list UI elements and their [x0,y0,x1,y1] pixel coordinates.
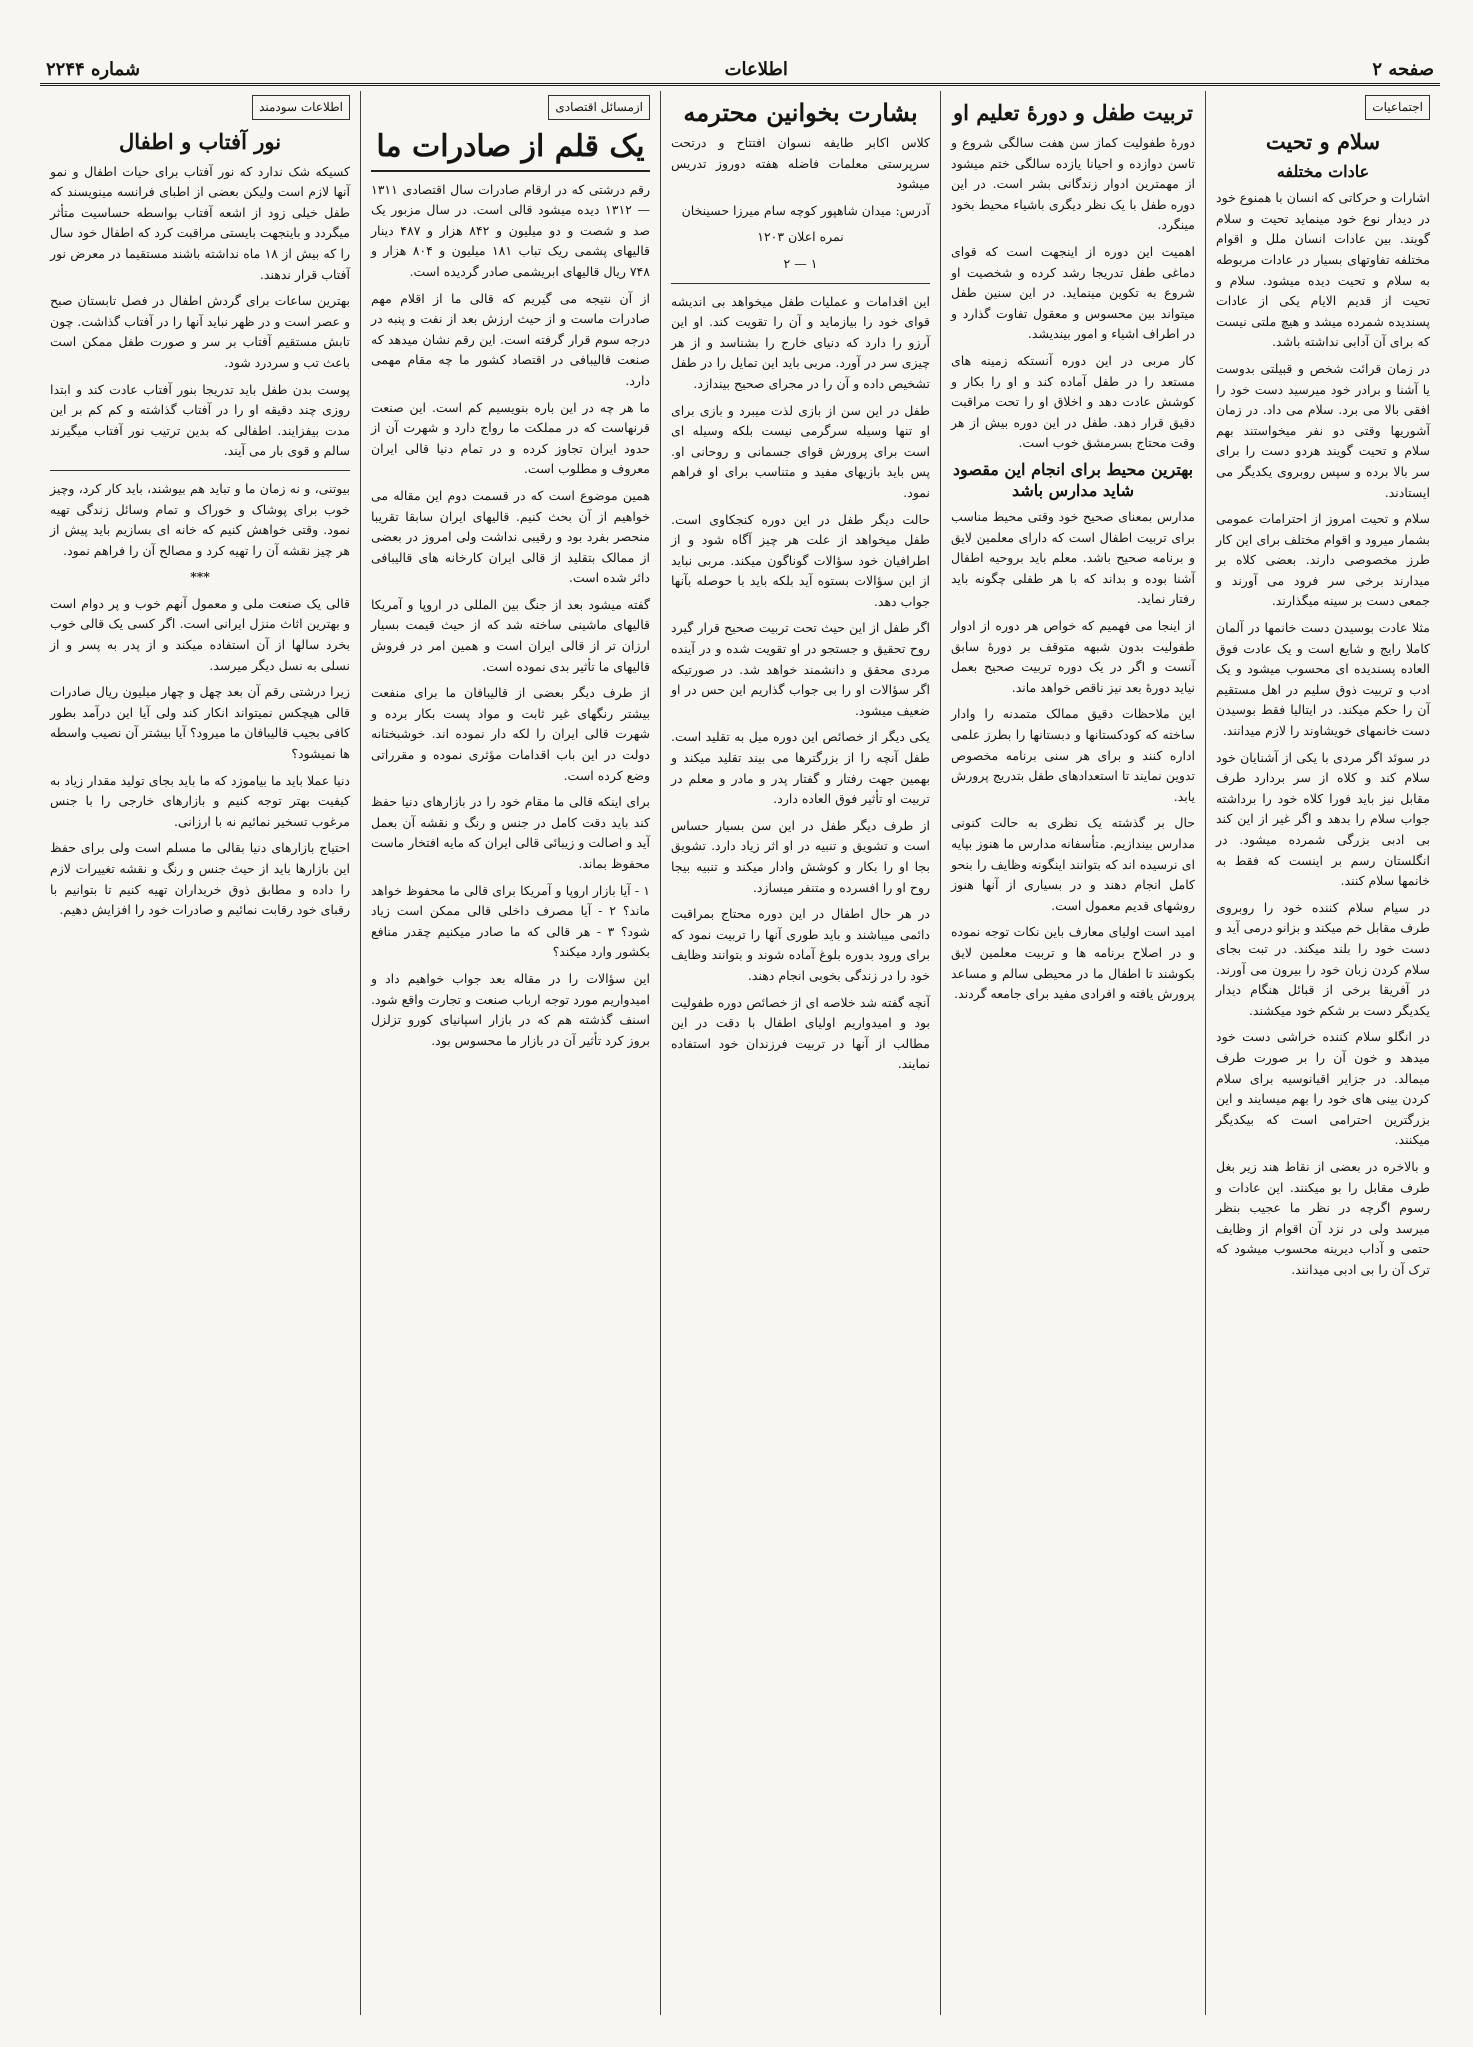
paragraph: این اقدامات و عملیات طفل میخواهد بی اندیشه قوای خود را بیازماید و آن را تقویت کند. او این آرزو را دارد که دنیای خارج را بشناسد و از هر چیزی سر در آورد. مربی باید این تمایل را در طفل تشخیص داده و آن را در مجرای صحیح بیندازد. [671,293,930,391]
masthead [40,55,1440,86]
paragraph: کسیکه شک ندارد که نور آفتاب برای حیات اطفال و نمو آنها لازم است ولیکن بعضی از اطبای فرانسه مینویسند که طفل خیلی زود از اشعه آفتاب بواسطه حساسیت متأثر میگردد و باینجهت بایستی مراقبت کرد که اطفال خود سال را که بیش از ۱۸ ماه نداشته باشند مستقیما در معرض نور آفتاب قرار ندهند. [50,163,350,282]
announcement-title: بشارت بخوانین محترمه [683,98,918,127]
paragraph: این ملاحظات دقیق ممالک متمدنه را وادار ساخته که کودکستانها و دبستانها را بطرز علمی اداره کنند و برای هر سنی برنامه مخصوص تدوین نمایند تا استعدادهای طفل بتدریج پرورش یابد. [951,706,1195,804]
paragraph: زیرا درشتی رقم آن بعد چهل و چهار میلیون ریال صادرات قالی هیچکس نمیتواند انکار کند ولی آیا این درآمد بطور کافی بجیب قالیبافان ما میرود؟ آیا بیشتر آن نصیب واسطه ها نمیشود؟ [50,684,350,762]
section-label: اطلاعات سودمند [252,95,350,120]
paragraph: آنچه گفته شد خلاصه ای از خصائص دوره طفولیت بود و امیدواریم اولیای اطفال با دقت در این مطالب از آنها در تربیت فرزندان خود استفاده نمایند. [671,994,930,1072]
paragraph: همین موضوع است که در قسمت دوم این مقاله می خواهیم از آن بحث کنیم. قالیهای ایران سابقا تقریبا منحصر بفرد بود و رقیبی نداشت ولی امروز در بعضی از ممالک بتقلید از قالی ایران کارخانه های قالیبافی دائر شده است. [371,487,650,586]
paragraph: امید است اولیای معارف باین نکات توجه نموده و در اصلاح برنامه ها و تربیت معلمین لایق بکوشند تا اطفال ما در محیطی سالم و مساعد پرورش یافته و افرادی مفید برای جامعه گردند. [951,924,1195,1002]
paragraph: از طرف دیگر طفل در این سن بسیار حساس است و تشویق و تنبیه در او اثر زیاد دارد. تشویق بجا او را بکار و کوشش وادار میکند و تنبیه بیجا روح او را افسرده و متنفر میسازد. [671,817,930,895]
paragraph: در انگلو سلام کننده خراشی دست خود میدهد و خون آن را بر صورت طرف میمالد. در جزایر اقیانوسیه برای سلام کردن بینی های خود را بهم میسایند و این بزرگترین احترامی است که بیکدیگر میکنند. [1216,1029,1430,1148]
paragraph: اگر طفل از این حیث تحت تربیت صحیح قرار گیرد روح تحقیق و جستجو در او تقویت شده و در آینده مردی محقق و دانشمند خواهد شد. در صورتیکه اگر سؤالات او را بی جواب گذاریم این حس در او ضعیف میشود. [671,620,930,718]
announcement-address: آدرس: میدان شاهپور کوچه سام میرزا حسینخان [681,202,930,218]
paragraph: دنیا عملا باید ما بیاموزد که ما باید بجای تولید مقدار زیاد به کیفیت بهتر توجه کنیم و بازارهای خارجی را با جنس مرغوب تسخیر نمائیم نه با ارزانی. [50,772,350,829]
paragraph: در هر حال اطفال در این دوره محتاج بمراقبت دائمی میباشند و باید طوری آنها را تربیت نمود که برای ورود بدوره بلوغ آماده شوند و بتوانند وظایف خود را در زندگی بخوبی انجام دهند. [671,906,930,983]
paragraph: از طرف دیگر بعضی از قالیبافان ما برای منفعت بیشتر رنگهای غیر ثابت و مواد پست بکار برده و شهرت قالی ایران را لکه دار نموده اند. خوشبختانه دولت در این باب اقدامات مؤثری نموده و مقرراتی وضع کرده است. [371,685,650,783]
column-child-education [940,91,1205,2015]
paragraph: قالی یک صنعت ملی و معمول آنهم خوب و پر دوام است و بهترین اثاث منزل ایرانی است. اگر کسی یک قالی خوب بخرد سالها از آن استفاده میکند و از پدر به پسر و از نسلی به نسل دیگر میرسد. [50,595,350,673]
paragraph: حالت دیگر طفل در این دوره کنجکاوی است. طفل میخواهد از علت هر چیز آگاه شود و از اطرافیان خود سؤالات گوناگون میکند. مربی نباید از این سؤالات بستوه آید بلکه باید با حوصله بآنها جواب دهد. [671,511,930,609]
column-social [1205,91,1440,2015]
paragraph: احتیاج بازارهای دنیا بقالی ما مسلم است ولی برای حفظ این بازارها باید از حیث جنس و رنگ و نقشه تغییرات لازم را داده و مطابق ذوق خریداران تهیه کنیم تا بتوانیم با رقبای خود رقابت نمائیم و صادرات خود را افزایش دهیم. [50,840,350,918]
column-announcement [660,91,940,2015]
paragraph: سلام و تحیت امروز از احترامات عمومی بشمار میرود و اقوام مختلف برای این کار طرز مخصوصی دارند. بعضی کلاه بر میدارند برخی سر فرود می آورند و جمعی دست بر سینه میگذارند. [1216,511,1430,609]
paragraph: بیوتنی، و نه زمان ما و تباید هم بیوشند، باید کار کرد، وچیز خوب برای پوشاک و خوراک و تمام وسائل زندگی تهیه نمود. وقتی خواهش کنیم که خانه ای بسازیم باید پیش از هر چیز نقشه آن را تهیه کرد و مصالح آن را فراهم نمود. [50,480,350,558]
article-title: یک قلم از صادرات ما [371,128,650,172]
paragraph: این سؤالات را در مقاله بعد جواب خواهیم داد و امیدواریم مورد توجه ارباب صنعت و تجارت واقع شود. اسنف گذشته هم که در بازار اسپانیای کورو تزلزل بروز کرد تأثیر آن در بازار ما محسوس بود. [371,970,650,1048]
announcement-number: نمره اعلان ۱۲۰۳ [757,229,844,245]
section-label: ازمسائل اقتصادی [548,95,650,120]
page-number: صفحه ۲ [1372,58,1434,80]
section-separator: *** [190,569,210,585]
article-title: تربیت طفل و دورهٔ تعلیم او [952,100,1194,125]
questions-list: ۱ - آیا بازار اروپا و آمریکا برای قالی ما محفوظ خواهد ماند؟ ۲ - آیا مصرف داخلی قالی ممکن است زیاد شود؟ ۳ - هر قالی که ما صادر میکنیم چقدر منافع بکشور وارد میکند؟ [371,882,651,960]
paragraph: و بالاخره در بعضی از نقاط هند زیر بغل طرف مقابل را بو میکنند. این عادات و رسوم اگرچه در نظر ما عجیب بنظر میرسد ولی در نزد آن اقوام از وظایف حتمی و آداب دیرینه محسوب میشود که ترک آن را بی ادبی میدانند. [1216,1158,1430,1277]
paragraph: کار مربی در این دوره آنستکه زمینه های مستعد را در طفل آماده کند و او را بکار و کوشش عادت دهد و اخلاق او را تحت مراقبت دقیق قرار دهد. طفل در این دوره بیش از هر وقت محتاج بسرمشق خوب است. [951,352,1195,451]
columns [40,91,1440,2015]
issue-number: شماره ۲۲۴۴ [46,58,141,80]
divider [671,283,930,284]
paragraph: پوست بدن طفل باید تدریجا بنور آفتاب عادت کند و ابتدا روزی چند دقیقه او را در آفتاب گذاشته و کم کم بر این مدت بیفزایند. اطفالی که بدین ترتیب نور آفتاب میگیرند سالم و قوی بار می آیند. [50,381,350,459]
announcement-text: کلاس اکابر طایفه نسوان افتتاح و درتحت سرپرستی معلمات فاضله هفته دوروز تدریس میشود [671,135,930,192]
paragraph: در زمان قرائت شخص و قبیلتی بدوست یا آشنا و برادر خود میرسید دست خود را افقی بالا می برد. سلام می داد. در زمان آشوریها وقتی دو نفر میخواستند بهم سلام و تحیت گویند هردو دست را برای سر بالا برده و سپس روبروی یکدیگر می ایستادند. [1216,360,1430,500]
paragraph: ما هر چه در این باره بنویسیم کم است. این صنعت قرنهاست که در مملکت ما رواج دارد و شهرت آن از حدود ایران تجاوز کرده و در تمام دنیا قالی ایران معروف و مطلوب است. [371,399,650,477]
paragraph: اشارات و حرکاتی که انسان با همنوع خود در دیدار نوع خود مینماید تحیت و سلام گویند. بین عادات انسان ملل و اقوام مختلفه تفاوتهای بسیار در عادات مربوطه به سلام و تحیت دیده میشود. سلام و تحیت از قدیم الایام یکی از عادات پسندیده شمرده میشد و هیچ ملتی نیست که برای آن آدابی نداشته باشد. [1216,190,1430,350]
announcement-count: ۱ — ۲ [783,255,818,271]
newspaper-page [40,55,1440,2015]
paragraph: بهترین ساعات برای گردش اطفال در فصل تابستان صبح و عصر است و در ظهر نباید آنها را در آفتاب گذاشت. چون تابش مستقیم آفتاب بر سر و صورت طفل ممکن است باعث تب و سردرد شود. [50,293,350,370]
paragraph: در سوئد اگر مردی با یکی از آشنایان خود سلام کند و کلاه از سر بردارد طرف مقابل نیز باید فورا کلاه خود را برداشته جواب سلام را بدهد و اگر غیر از این کند بی ادبی بزرگی شمرده میشود. در انگلستان رسم بر اینست که فقط به خانمها سلام کنند. [1216,749,1430,889]
paragraph: حال بر گذشته یک نظری به حالت کنونی مدارس بیندازیم. متأسفانه مدارس ما هنوز بپایه ای نرسیده اند که بتوانند اینگونه وظایف را بنحو کامل انجام دهند و در بسیاری از آنها هنوز روشهای قدیم معمول است. [951,815,1195,913]
article-title: سلام و تحیت [1265,128,1381,154]
paragraph: اهمیت این دوره از اینجهت است که قوای دماغی طفل تدریجا رشد کرده و شخصیت او شروع به تکوین مینماید. در این سنین طفل میتواند بین محسوس و معقول تفاوت گذارد و در اطراف اشیاء و امور بیندیشد. [951,243,1195,342]
divider [50,470,350,471]
paragraph: گفته میشود بعد از جنگ بین المللی در اروپا و آمریکا قالیهای ماشینی ساخته شد که از حیث قیمت بسیار ارزان تر از قالی ایران است و همین امر در فروش قالیهای ما تأثیر بدی نموده است. [371,596,650,674]
paragraph: مدارس بمعنای صحیح خود وقتی محیط مناسب برای تربیت اطفال است که دارای معلمین لایق و برنامه صحیح باشد. معلم باید بروحیه اطفال آشنا بوده و بداند که با هر طفلی چگونه باید رفتار نماید. [951,509,1195,607]
article-title: نور آفتاب و اطفال [118,128,282,154]
paragraph: از اینجا می فهمیم که خواص هر دوره از ادوار طفولیت بدون شبهه متوقف بر دورهٔ سابق آنست و اگر در یک دوره تربیت صحیح بعمل نیاید دورهٔ بعد نیز ناقص خواهد ماند. [951,618,1195,695]
subheading: بهترین محیط برای انجام این مقصود شاید مدارس باشد [952,459,1194,500]
paragraph: رقم درشتی که در ارقام صادرات سال اقتصادی ۱۳۱۱ — ۱۳۱۲ دیده میشود قالی است. در سال مزبور یک صد و شصت و دو میلیون و ۸۴۲ هزار و ۴۸۷ دینار قالیهای پشمی ریک تباب ۱۸۱ میلیون و ۸۰۴ هزار و ۷۴۸ ریال قالیهای ابریشمی صادر گردیده است. [371,181,650,279]
article-subtitle: عادات مختلفه [1276,161,1370,181]
column-economics [360,91,660,2015]
column-useful-info [40,91,360,2015]
paragraph: دورهٔ طفولیت کماز سن هفت سالگی شروع و تاسن دوازده و احیانا یازده سالگی ختم میشود از مهمترین ادوار زندگانی بشر است. در این دوره طفل با یک نظر دیگری باشیاء محیط بخود مینگرد. [951,135,1195,233]
paragraph: در سیام سلام کننده خود را روبروی طرف مقابل خم میکند و بزانو درمی آید و دست خود را بلند میکند. در تبت بجای سلام کردن زبان خود را بیرون می آورند. در آفریقا برخی از قبائل هنگام دیدار یکدیگر دست بر شکم خود میکشند. [1216,899,1430,1018]
paragraph: طفل در این سن از بازی لذت میبرد و بازی برای او تنها وسیله سرگرمی نیست بلکه وسیله ای است برای پرورش قوای جسمانی و روحانی او. پس باید بازیهای مفید و متناسب برای او فراهم نمود. [671,402,930,500]
section-label: اجتماعیات [1365,95,1430,120]
paragraph: از آن نتیجه می گیریم که قالی ما از اقلام مهم صادرات ماست و از حیث ارزش بعد از نفت و پنبه در درجه سوم قرار گرفته است. این رقم نشان میدهد که صنعت قالیبافی در اقتصاد کشور ما چه مقام مهمی دارد. [371,290,650,388]
paragraph: یکی دیگر از خصائص این دوره میل به تقلید است. طفل آنچه را از بزرگترها می بیند تقلید میکند و بهمین جهت رفتار و گفتار پدر و مادر و معلم در تربیت او تأثیر فوق العاده دارد. [671,729,930,807]
newspaper-name: اطلاعات [724,58,788,80]
paragraph: برای اینکه قالی ما مقام خود را در بازارهای دنیا حفظ کند باید دقت کامل در جنس و رنگ و نقشه آن بعمل آید و اصالت و زیبائی قالی ایران که مایه افتخار ماست محفوظ بماند. [371,794,650,871]
paragraph: مثلا عادت بوسیدن دست خانمها در آلمان کاملا رایج و شایع است و یک عادت فوق العاده پسندیده ای محسوب میشود و یک ادب و تربیت ذوق سلیم در اهل مستقیم آن را حکم میکند. در ایتالیا فقط بوسیدن دست خانمهای خویشاوند را لازم میدانند. [1216,620,1430,739]
